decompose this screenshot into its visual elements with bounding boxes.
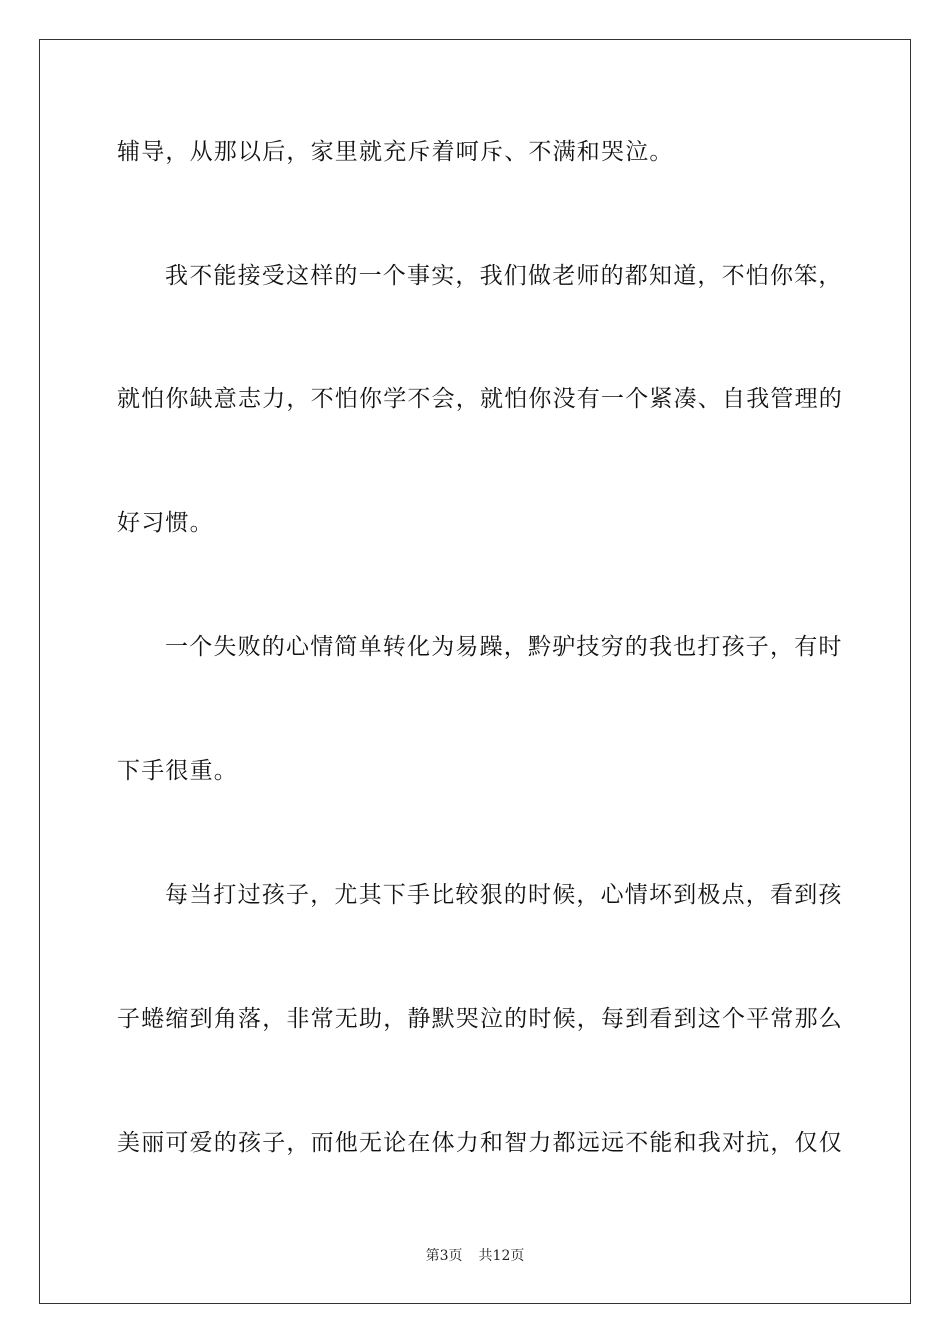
body-text-line: 美丽可爱的孩子，而他无论在体力和智力都远远不能和我对抗，仅仅 — [117, 1130, 843, 1156]
body-text-line: 每当打过孩子，尤其下手比较狠的时候，心情坏到极点，看到孩 — [165, 882, 843, 908]
body-text-line: 一个失败的心情简单转化为易躁，黔驴技穷的我也打孩子，有时 — [165, 634, 843, 660]
body-text-line: 下手很重。 — [117, 758, 238, 784]
body-text-line: 好习惯。 — [117, 510, 214, 536]
page-border — [39, 39, 911, 1304]
body-text-line: 我不能接受这样的一个事实，我们做老师的都知道，不怕你笨， — [165, 263, 843, 289]
page-number: 第3页 — [425, 1248, 463, 1264]
body-text-line: 辅导，从那以后，家里就充斥着呵斥、不满和哭泣。 — [117, 139, 674, 165]
page-total: 共12页 — [478, 1248, 525, 1264]
body-text-line: 子蜷缩到角落，非常无助，静默哭泣的时候，每到看到这个平常那么 — [117, 1006, 843, 1032]
body-text-line: 就怕你缺意志力，不怕你学不会，就怕你没有一个紧凑、自我管理的 — [117, 386, 843, 412]
page-footer — [0, 1247, 950, 1265]
